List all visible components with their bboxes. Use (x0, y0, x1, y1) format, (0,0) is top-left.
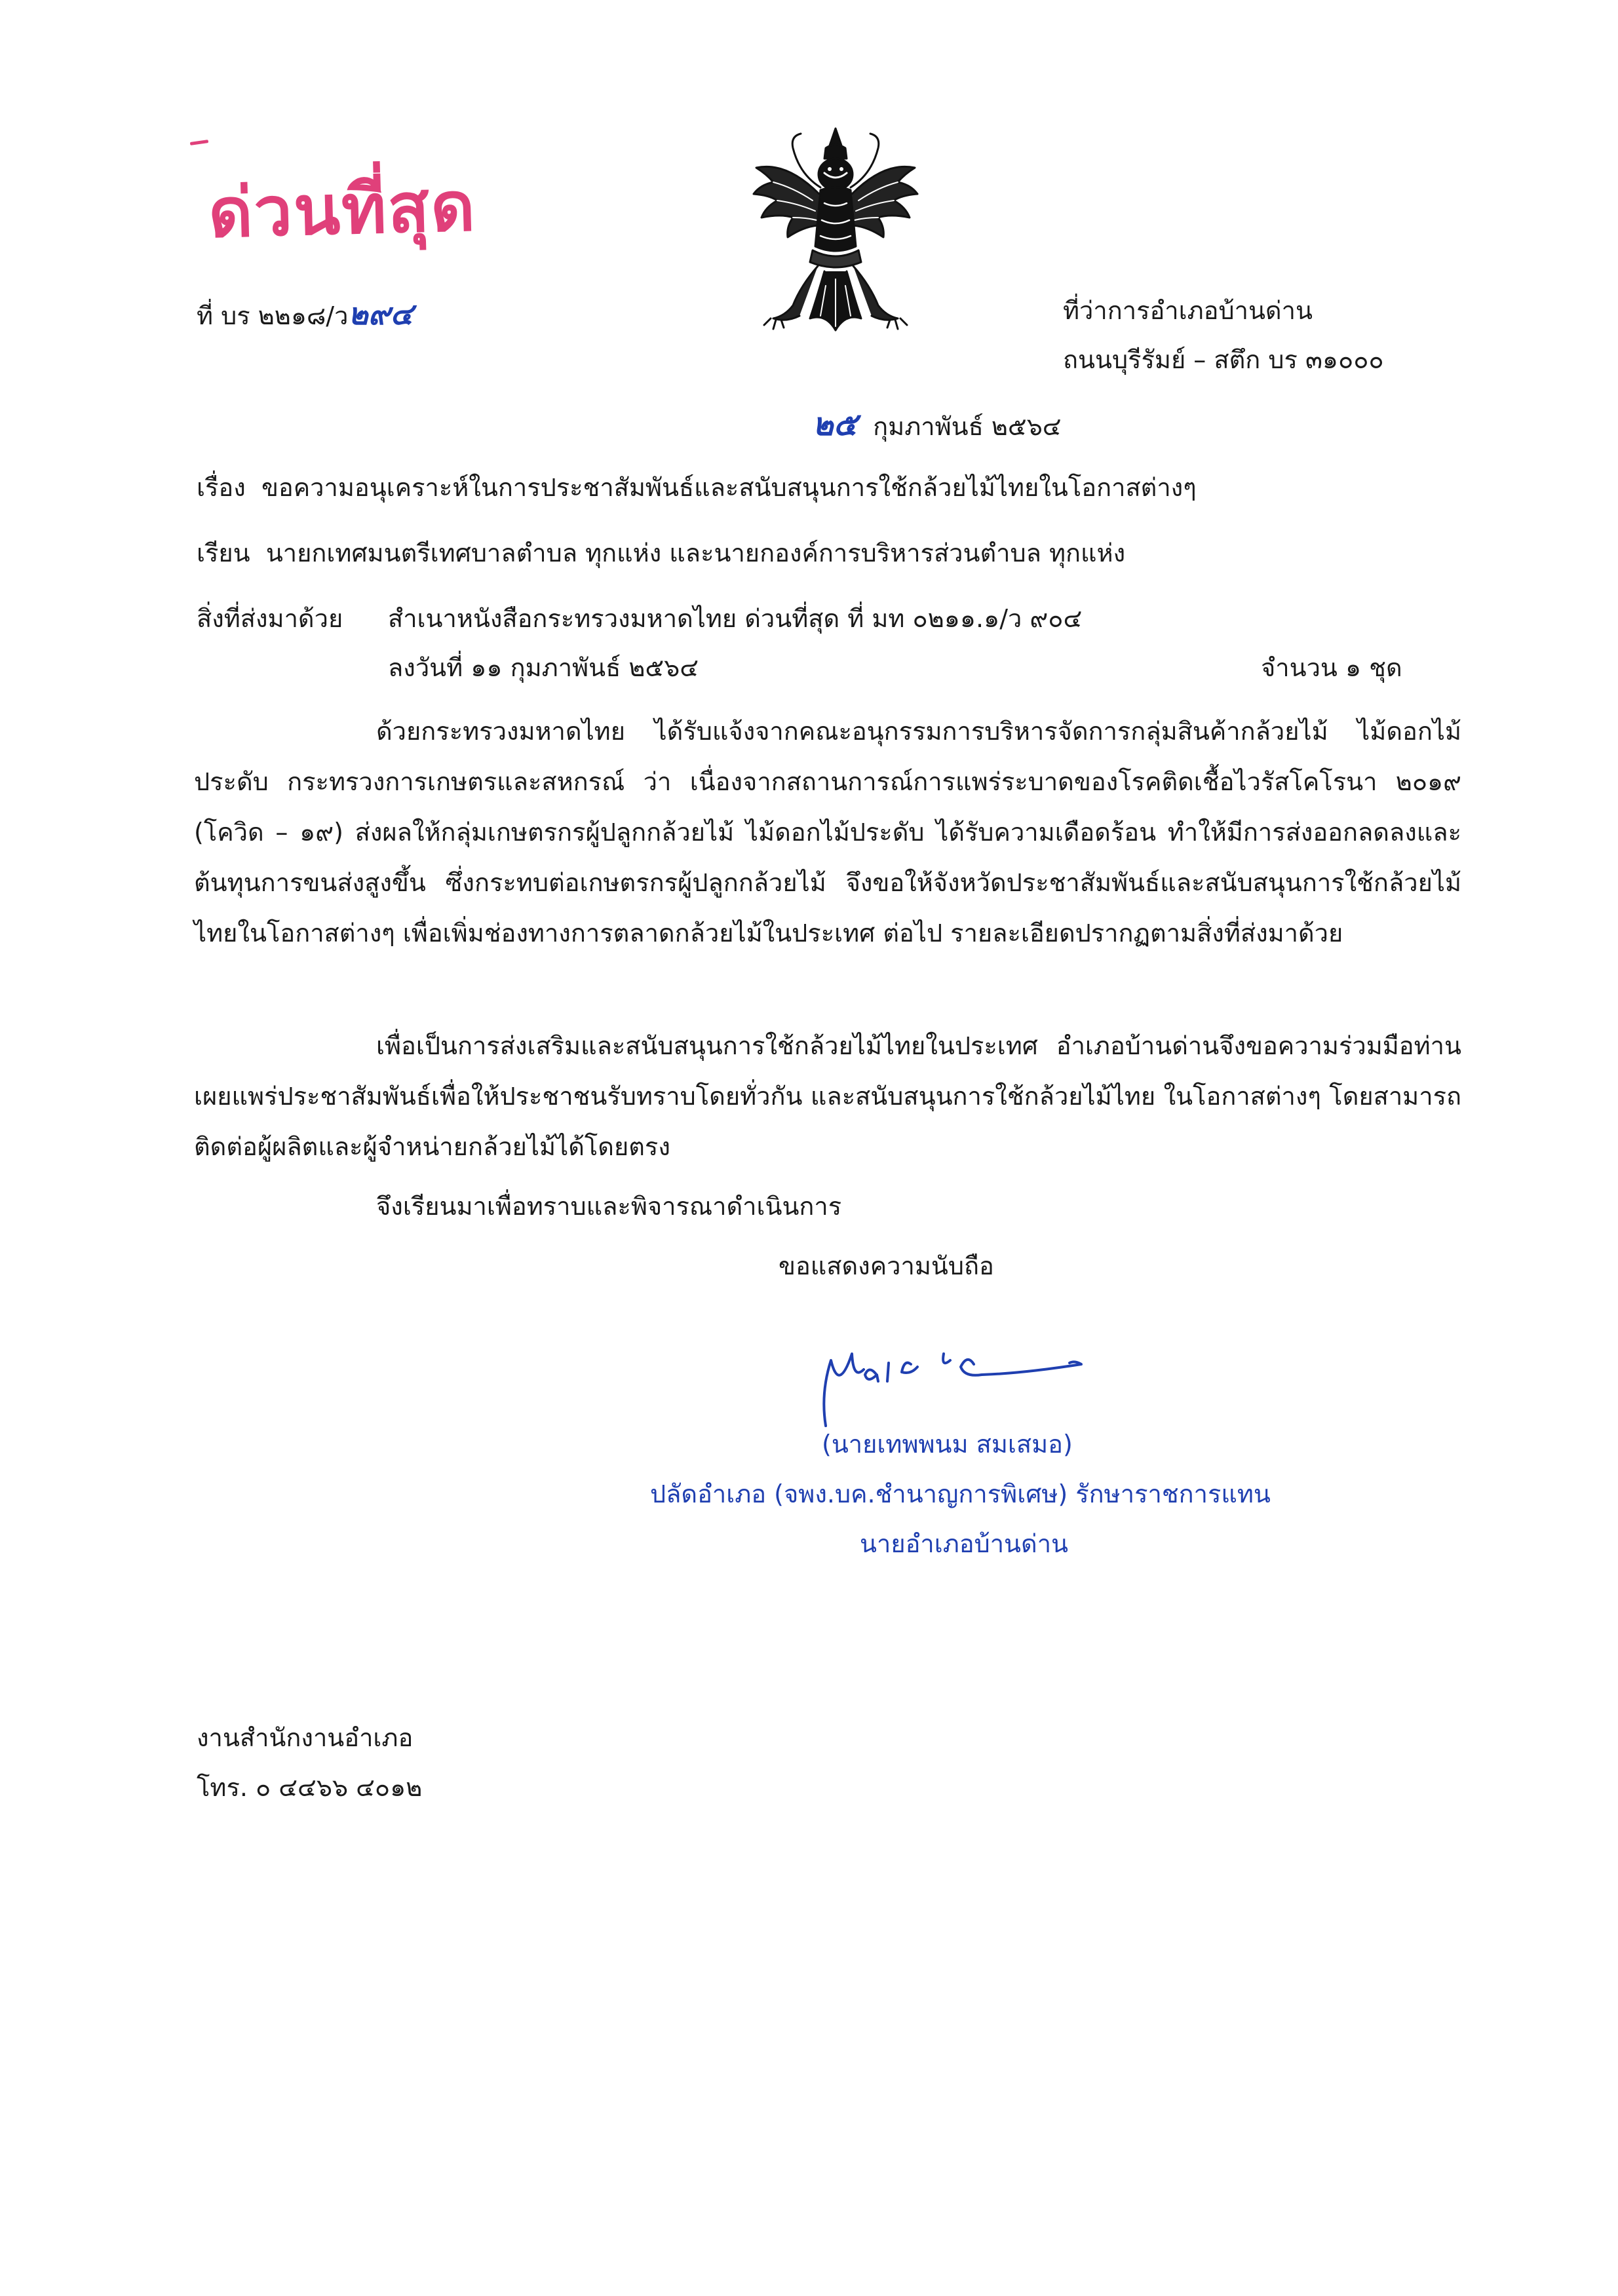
enclosure-quantity: จำนวน ๑ ชุด (1261, 653, 1402, 682)
body-paragraph-3: จึงเรียนมาเพื่อทราบและพิจารณาดำเนินการ (376, 1192, 842, 1221)
handwritten-signature (813, 1334, 1101, 1432)
signer-position-line2: นายอำเภอบ้านด่าน (860, 1529, 1069, 1558)
subject-text: ขอความอนุเคราะห์ในการประชาสัมพันธ์และสนับสนุนการใช้กล้วยไม้ไทยในโอกาสต่างๆ (261, 473, 1197, 502)
subject-line (197, 473, 1197, 503)
subject-label: เรื่อง (197, 473, 246, 502)
office-address-line2: ถนนบุรีรัมย์ – สตึก บร ๓๑๐๐๐ (1063, 345, 1384, 374)
date-month-year: กุมภาพันธ์ ๒๕๖๔ (873, 412, 1062, 441)
footer-phone: โทร. ๐ ๔๔๖๖ ๔๐๑๒ (197, 1773, 423, 1802)
enclosure-line1: สำเนาหนังสือกระทรวงมหาดไทย ด่วนที่สุด ที่ มท ๐๒๑๑.๑/ว ๙๐๔ (388, 604, 1083, 633)
stamp-dash-mark (190, 140, 208, 145)
enclosure-line2: ลงวันที่ ๑๑ กุมภาพันธ์ ๒๕๖๔ (388, 653, 699, 682)
letter-date (813, 406, 1062, 444)
office-address-line1: ที่ว่าการอำเภอบ้านด่าน (1063, 296, 1313, 325)
reference-number (197, 296, 413, 332)
footer-office: งานสำนักงานอำเภอ (197, 1723, 414, 1752)
reference-prefix: ที่ บร ๒๒๑๘/ว (197, 301, 349, 330)
signer-name: (นายเทพพนม สมเสมอ) (822, 1430, 1073, 1459)
recipient-line (197, 539, 1125, 569)
body-paragraph-2: เพื่อเป็นการส่งเสริมและสนับสนุนการใช้กล้วยไม้ไทยในประเทศ อำเภอบ้านด่านจึงขอความร่วมมือท่าน เผยแพร่ประชาสัมพันธ์เพื่อให้ประชาชนรับทราบโดยทั่วกัน และสนับสนุนการใช้กล้วยไม้ไทย ในโอกาสต่างๆ โดยสามารถติดต่อผู้ผลิตและผู้จำหน่ายกล้วยไม้ได้โดยตรง (194, 1031, 1461, 1161)
reference-handwritten-number: ๒๙๔ (348, 296, 414, 332)
body-paragraph-1: ด้วยกระทรวงมหาดไทย ได้รับแจ้งจากคณะอนุกรรมการบริหารจัดการกลุ่มสินค้ากล้วยไม้ ไม้ดอกไม้ประดับ กระทรวงการเกษตรและสหกรณ์ ว่า เนื่องจากสถานการณ์การแพร่ระบาดของโรคติดเชื้อไวรัสโคโรนา ๒๐๑๙ (โควิด – ๑๙) ส่งผลให้กลุ่มเกษตรกรผู้ปลูกกล้วยไม้ ไม้ดอกไม้ประดับ ได้รับความเดือดร้อน ทำให้มีการส่งออกลดลงและต้นทุนการขนส่งสูงขึ้น ซึ่งกระทบต่อเกษตรกรผู้ปลูกกล้วยไม้ จึงขอให้จังหวัดประชาสัมพันธ์และสนับสนุนการใช้กล้วยไม้ไทยในโอกาสต่างๆ เพื่อเพิ่มช่องทางการตลาดกล้วยไม้ในประเทศ ต่อไป รายละเอียดปรากฏตามสิ่งที่ส่งมาด้วย (194, 717, 1461, 947)
date-handwritten-day: ๒๕ (813, 406, 857, 443)
recipient-text: นายกเทศมนตรีเทศบาลตำบล ทุกแห่ง และนายกองค์การบริหารส่วนตำบล ทุกแห่ง (265, 539, 1126, 567)
signer-position-line1: ปลัดอำเภอ (จพง.บค.ชำนาญการพิเศษ) รักษาราชการแทน (650, 1480, 1271, 1508)
garuda-emblem-icon (747, 122, 924, 348)
enclosure-label: สิ่งที่ส่งมาด้วย (197, 604, 343, 633)
urgency-stamp: ด่วนที่สุด (207, 166, 478, 254)
closing-salutation: ขอแสดงความนับถือ (779, 1252, 994, 1280)
recipient-label: เรียน (197, 539, 250, 567)
